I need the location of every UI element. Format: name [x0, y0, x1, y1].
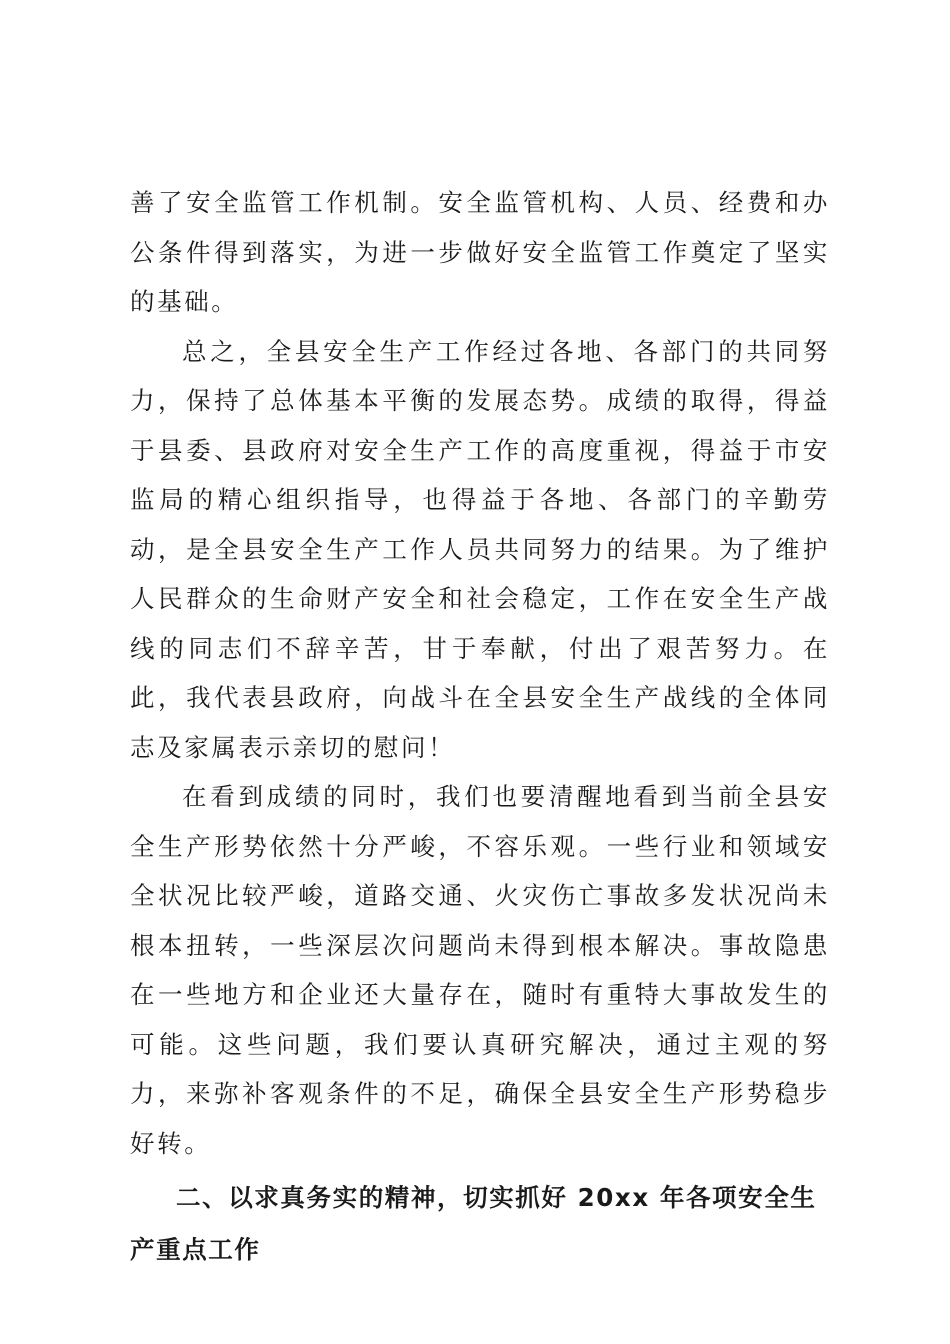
- paragraph-continuation: 善了安全监管工作机制。安全监管机构、人员、经费和办公条件得到落实，为进一步做好安全监管工作奠定了坚实的基础。: [130, 188, 830, 316]
- paragraph-summary: 总之，全县安全生产工作经过各地、各部门的共同努力，保持了总体基本平衡的发展态势。成绩的取得，得益于县委、县政府对安全生产工作的高度重视，得益于市安监局的精心组织指导，也得益于各地、各部门的辛勤劳动，是全县安全生产工作人员共同努力的结果。为了维护人民群众的生命财产安全和社会稳定，工作在安全生产战线的同志们不辞辛苦，甘于奉献，付出了艰苦努力。在此，我代表县政府，向战斗在全县安全生产战线的全体同志及家属表示亲切的慰问！: [130, 336, 830, 762]
- section-heading: 二、以求真务实的精神，切实抓好 20xx 年各项安全生产重点工作: [130, 1183, 817, 1264]
- paragraph-problems: 在看到成绩的同时，我们也要清醒地看到当前全县安全生产形势依然十分严峻，不容乐观。一些行业和领域安全状况比较严峻，道路交通、火灾伤亡事故多发状况尚未根本扭转，一些深层次问题尚未得到根本解决。事故隐患在一些地方和企业还大量存在，随时有重特大事故发生的可能。这些问题，我们要认真研究解决，通过主观的努力，来弥补客观条件的不足，确保全县安全生产形势稳步好转。: [130, 782, 830, 1158]
- document-body: [130, 178, 830, 1276]
